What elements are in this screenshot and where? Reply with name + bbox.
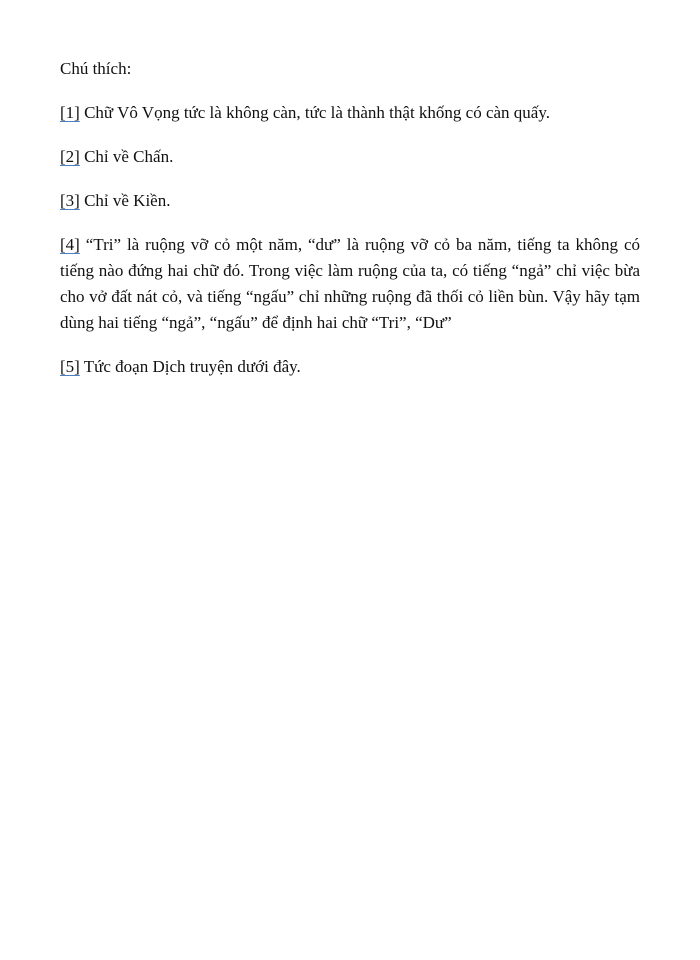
footnote-text-5: Tức đoạn Dịch truyện dưới đây.: [79, 357, 301, 376]
footnote-4: [60, 232, 640, 336]
footnote-ref-3[interactable]: [3]: [60, 191, 80, 210]
footnote-text-2: Chỉ về Chấn.: [79, 147, 174, 166]
footnote-3: [60, 188, 640, 214]
notes-heading: Chú thích:: [60, 59, 132, 78]
footnote-text-1: Chữ Vô Vọng tức là không càn, tức là thành thật khống có càn quấy.: [79, 103, 551, 122]
footnote-ref-1[interactable]: [1]: [60, 103, 80, 122]
footnote-1: [60, 100, 640, 126]
footnote-ref-5[interactable]: [5]: [60, 357, 80, 376]
footnote-ref-2[interactable]: [2]: [60, 147, 80, 166]
footnote-text-4: “Tri” là ruộng vỡ cỏ một năm, “dư” là ruộng vỡ cỏ ba năm, tiếng ta không có tiếng nào đứng hai chữ đó. Trong việc làm ruộng của ta, có tiếng “ngả” chỉ việc bừa cho vở đất nát cỏ, và tiếng “ngấu” chỉ những ruộng đã thối cỏ liền bùn. Vậy hãy tạm dùng hai tiếng “ngả”, “ngấu” để định hai chữ “Tri”, “Dư”: [60, 235, 640, 332]
footnote-ref-4[interactable]: [4]: [60, 235, 80, 254]
footnote-2: [60, 144, 640, 170]
document-page: [60, 56, 640, 398]
footnote-text-3: Chỉ về Kiền.: [79, 191, 171, 210]
footnote-5: [60, 354, 640, 380]
